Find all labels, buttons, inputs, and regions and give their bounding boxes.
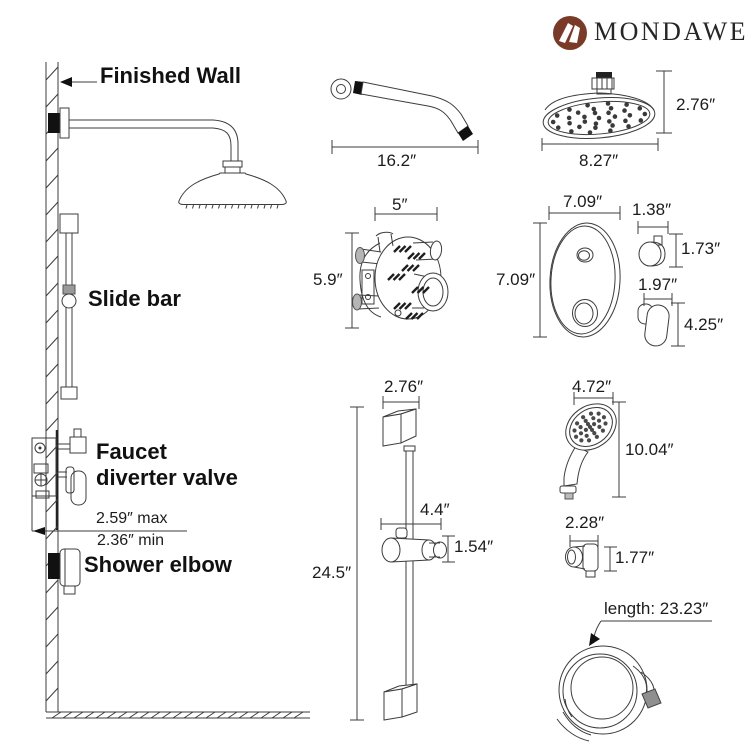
wall-hatching — [46, 67, 303, 718]
dim-lever-width: 1.97″ — [638, 275, 678, 294]
brand-name: MONDAWE — [594, 17, 749, 46]
shower-arm-part — [331, 79, 478, 154]
dim-slide-bar-holder-diameter: 1.54″ — [454, 537, 494, 556]
trim-plate-part — [533, 206, 623, 339]
dim-valve-depth-min: 2.36″ min — [97, 532, 165, 549]
dim-trim-plate-height: 7.09″ — [496, 270, 536, 289]
dim-knob-height: 1.73″ — [681, 239, 721, 258]
wall-bracket-part — [566, 535, 618, 577]
shower-head-part — [541, 71, 672, 151]
faucet-valve-label-line1: Faucet — [96, 439, 167, 464]
faucet-valve-label-line2: diverter valve — [96, 465, 238, 490]
dim-slide-bar-height: 24.5″ — [312, 563, 352, 582]
rough-in-valve-part — [345, 207, 448, 328]
dim-shower-head-width: 8.27″ — [579, 151, 619, 170]
dim-slide-bar-holder-width: 4.4″ — [420, 500, 450, 519]
dim-slide-bar-bracket-width: 2.76″ — [384, 377, 424, 396]
dim-hand-shower-width: 4.72″ — [572, 377, 612, 396]
diverter-knob-part — [638, 221, 683, 267]
dim-valve-height: 5.9″ — [313, 270, 343, 289]
dim-knob-width: 1.38″ — [632, 200, 672, 219]
dim-shower-arm-length: 16.2″ — [377, 151, 417, 170]
dim-shower-head-height: 2.76″ — [676, 95, 716, 114]
wall-shower-elbow-drawing — [48, 549, 80, 594]
lever-handle-part — [638, 293, 685, 347]
shower-hose-part — [557, 621, 712, 741]
slide-bar-label: Slide bar — [88, 286, 181, 311]
wall-shower-arm-drawing — [48, 108, 286, 209]
finished-wall-drawing — [46, 62, 310, 718]
dim-wall-bracket-width: 2.28″ — [565, 513, 605, 532]
dim-hand-shower-height: 10.04″ — [625, 440, 674, 459]
finished-wall-label: Finished Wall — [100, 63, 241, 88]
dim-valve-depth-max: 2.59″ max — [96, 510, 168, 527]
dim-hose-length: length: 23.23″ — [604, 599, 709, 618]
dim-lever-height: 4.25″ — [684, 315, 724, 334]
shower-elbow-label: Shower elbow — [84, 552, 232, 577]
brand-logo-icon — [553, 16, 587, 50]
dim-wall-bracket-height: 1.77″ — [615, 548, 655, 567]
wall-slide-bar-drawing — [60, 214, 78, 399]
rain-head-nozzle-dots — [186, 205, 278, 209]
slide-bar-part — [350, 396, 455, 720]
dim-valve-width: 5″ — [392, 195, 408, 214]
dim-trim-plate-width: 7.09″ — [563, 192, 603, 211]
hand-shower-part — [557, 392, 626, 499]
finished-wall-arrow — [60, 77, 97, 87]
